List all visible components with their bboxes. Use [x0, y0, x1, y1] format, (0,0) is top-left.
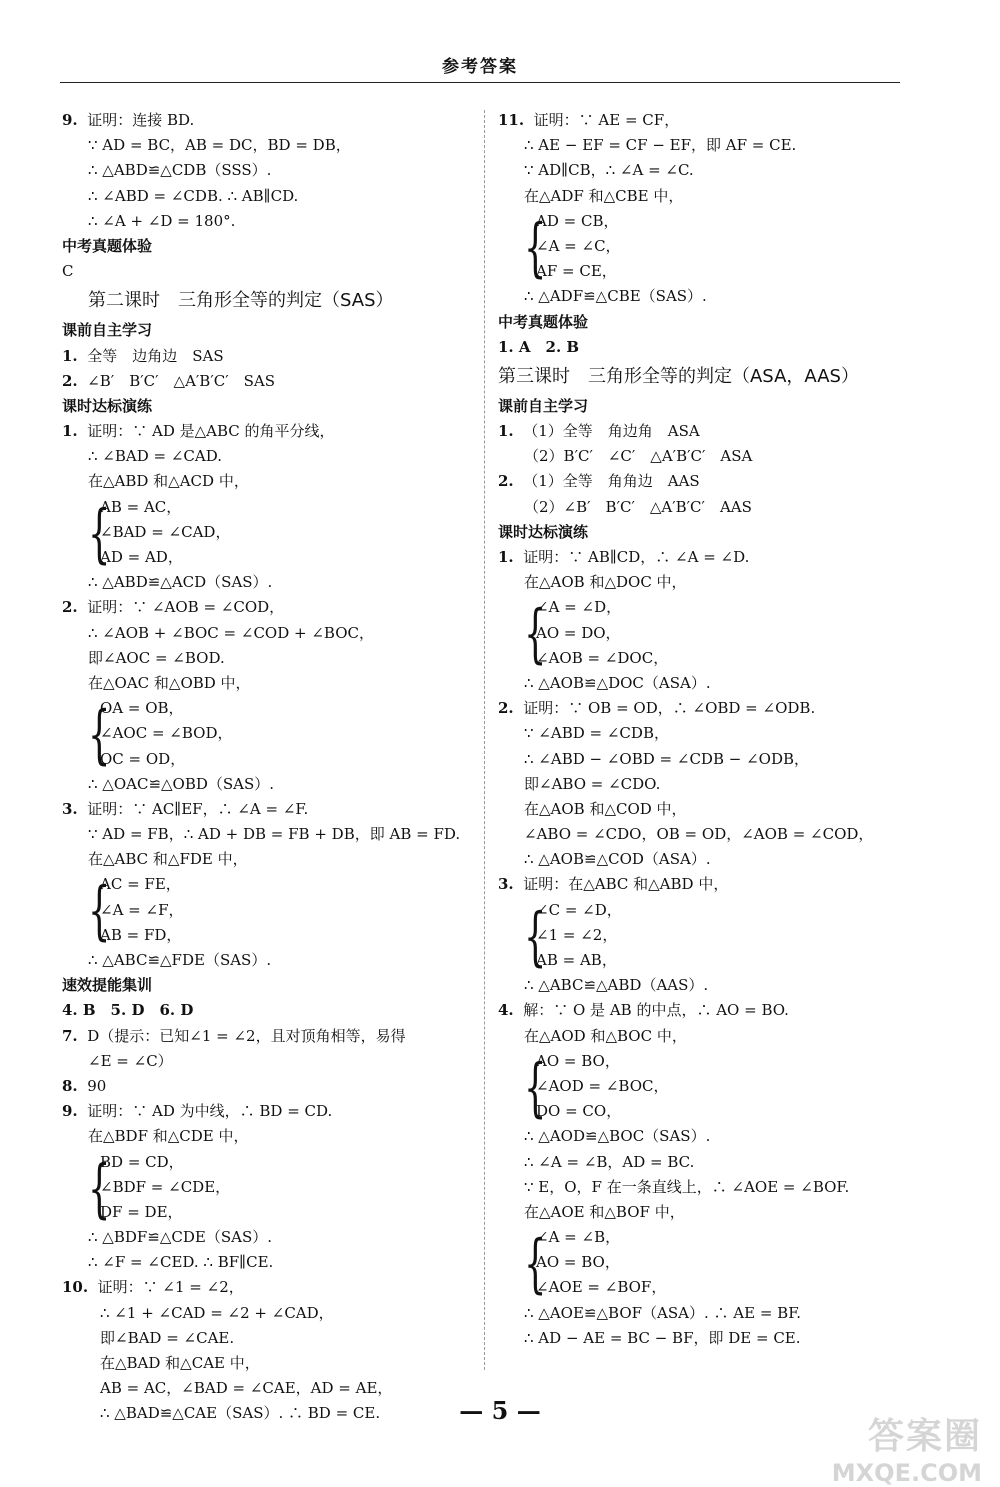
answer-line: AB = AC，: [100, 497, 182, 516]
answer-line: ∵ AD∥CB，∴ ∠A = ∠C.: [524, 161, 694, 180]
section-heading: 课前自主学习: [498, 396, 589, 415]
section-heading: 课时达标演练: [62, 396, 153, 415]
answer-line: AD = CB，: [536, 211, 619, 230]
answer-line: 在△OAC 和△OBD 中，: [88, 673, 251, 692]
answer-line: （2）B′C′ ∠C′ △A′B′C′ ASA: [524, 447, 753, 466]
answer-line: 在△AOB 和△DOC 中，: [524, 573, 687, 592]
answer-line: AB = AB，: [536, 951, 617, 969]
answer-line: 1. 全等 边角边 SAS: [62, 346, 224, 365]
answer-line: AB = FD，: [100, 925, 182, 944]
equation-system: [498, 1049, 908, 1125]
answer-line: 即∠BAD = ∠CAE.: [100, 1328, 235, 1347]
answer-line: ∴ AE − EF = CF − EF，即 AF = CE.: [524, 136, 797, 155]
answer-line: OA = OB，: [100, 699, 184, 718]
answer-line: 8. 90: [62, 1076, 107, 1095]
answer-line: ∴ △AOD≌△BOC（SAS）.: [524, 1127, 711, 1146]
answer-line: 9. 证明：∵ AD 为中线，∴ BD = CD.: [62, 1102, 333, 1121]
answer-line: 3. 证明：∵ AC∥EF，∴ ∠A = ∠F.: [62, 799, 309, 818]
answer-line: AF = CE，: [536, 262, 617, 281]
answer-line: ∠AOE = ∠BOF，: [536, 1278, 667, 1297]
brace-icon: {: [524, 597, 547, 672]
answer-line: 11. 证明：∵ AE = CF，: [498, 111, 680, 129]
answer-line: ∴ △ABC≌△ABD（AAS）.: [524, 976, 709, 995]
equation-system: [62, 1150, 472, 1226]
answer-line: DF = DE，: [100, 1202, 183, 1221]
answer-line: ∠AOD = ∠BOC，: [536, 1076, 669, 1095]
answer-line: AC = FE，: [100, 875, 181, 894]
answer-line: 4. 解：∵ O 是 AB 的中点，∴ AO = BO.: [498, 1001, 789, 1020]
answer-line: 2. ∠B′ B′C′ △A′B′C′ SAS: [62, 371, 275, 390]
answer-line: AB = AC，∠BAD = ∠CAE，AD = AE，: [100, 1379, 393, 1398]
answer-line: ∴ ∠1 + ∠CAD = ∠2 + ∠CAD，: [100, 1303, 334, 1322]
answer-line: ∠BDF = ∠CDE，: [100, 1177, 231, 1196]
answer-line: （2）∠B′ B′C′ △A′B′C′ AAS: [524, 497, 752, 516]
answer-line: ∴ ∠AOB + ∠BOC = ∠COD + ∠BOC，: [88, 623, 375, 642]
answer-line: ∴ △ABD≌△ACD（SAS）.: [88, 573, 273, 592]
answer-line: 2. （1）全等 角角边 AAS: [498, 472, 700, 491]
answer-line: 1. （1）全等 角边角 ASA: [498, 422, 700, 441]
answer-line: ∴ AD − AE = BC − BF，即 DE = CE.: [524, 1328, 801, 1347]
answer-line: 2. 证明：∵ ∠AOB = ∠COD，: [62, 598, 285, 617]
watermark-bottom-text: MXQE.COM: [831, 1459, 982, 1487]
answer-line: ∴ △ABC≌△FDE（SAS）.: [88, 951, 272, 969]
brace-icon: {: [524, 1050, 547, 1125]
answer-line: 在△AOB 和△COD 中，: [524, 799, 687, 818]
answer-line: ∴ △ADF≌△CBE（SAS）.: [524, 287, 707, 306]
answer-line: ∠BAD = ∠CAD，: [100, 522, 231, 541]
answer-line: 在△AOD 和△BOC 中，: [524, 1026, 687, 1045]
left-column: [62, 108, 472, 1427]
answer-line: 7. D（提示：已知∠1 = ∠2，且对顶角相等，易得: [62, 1026, 406, 1045]
equation-system: [498, 898, 908, 974]
brace-icon: {: [88, 874, 111, 949]
answer-line: AD = AD，: [100, 548, 183, 566]
answer-line: ∵ AD = FB，∴ AD + DB = FB + DB，即 AB = FD.: [88, 825, 461, 844]
answer-line: ∠ABO = ∠CDO，OB = OD，∠AOB = ∠COD，: [524, 825, 874, 844]
answer-line: 1. A 2. B: [498, 337, 580, 356]
answer-line: 即∠ABO = ∠CDO.: [524, 774, 661, 793]
answer-line: ∴ ∠F = ∠CED. ∴ BF∥CE.: [88, 1253, 274, 1272]
answer-line: ∴ ∠ABD = ∠CDB. ∴ AB∥CD.: [88, 186, 299, 205]
answer-line: 在△ABC 和△FDE 中，: [88, 850, 248, 869]
answer-line: ∠E = ∠C）: [88, 1051, 173, 1070]
brace-icon: {: [88, 496, 111, 571]
section-heading: 速效提能集训: [62, 976, 153, 995]
answer-line: ∴ ∠BAD = ∠CAD.: [88, 447, 223, 466]
answer-line: 3. 证明：在△ABC 和△ABD 中，: [498, 875, 729, 894]
page-number: — 5 —: [459, 1396, 541, 1425]
answer-line: ∠AOC = ∠BOD，: [100, 724, 233, 743]
equation-system: [62, 495, 472, 571]
answer-line: 2. 证明：∵ OB = OD，∴ ∠OBD = ∠ODB.: [498, 699, 816, 718]
brace-icon: {: [88, 1151, 111, 1226]
answer-line: ∴ △BDF≌△CDE（SAS）.: [88, 1228, 273, 1247]
answer-line: 1. 证明：∵ AB∥CD，∴ ∠A = ∠D.: [498, 548, 750, 566]
section-heading: 中考真题体验: [498, 312, 589, 331]
column-divider: [484, 110, 485, 1370]
equation-system: [498, 1225, 908, 1301]
answer-line: ∴ △BAD≌△CAE（SAS）. ∴ BD = CE.: [100, 1404, 381, 1423]
answer-line: ∠1 = ∠2，: [536, 925, 618, 944]
answer-line: ∵ AD = BC，AB = DC，BD = DB，: [88, 136, 351, 155]
answer-line: ∠C = ∠D，: [536, 900, 622, 919]
answer-line: OC = OD，: [100, 749, 186, 768]
answer-line: 4. B 5. D 6. D: [62, 1001, 194, 1020]
answer-line: ∠A = ∠C，: [536, 236, 621, 255]
answer-line: 1. 证明：∵ AD 是△ABC 的角平分线，: [62, 422, 335, 441]
answer-line: ∠A = ∠F，: [100, 900, 184, 919]
answer-line: ∴ △AOE≌△BOF（ASA）. ∴ AE = BF.: [524, 1303, 802, 1322]
answer-line: 在△BAD 和△CAE 中，: [100, 1354, 260, 1372]
answer-line: ∴ ∠A + ∠D = 180°.: [88, 211, 236, 230]
equation-system: [498, 595, 908, 671]
brace-icon: {: [524, 899, 547, 974]
answer-line: ∵ E，O，F 在一条直线上，∴ ∠AOE = ∠BOF.: [524, 1177, 850, 1196]
header-rule: [60, 82, 900, 83]
answer-line: 在△ADF 和△CBE 中，: [524, 186, 684, 205]
answer-line: 在△AOE 和△BOF 中，: [524, 1202, 685, 1221]
answer-line: BD = CD，: [100, 1152, 184, 1171]
watermark-logo: [812, 1408, 982, 1487]
equation-system: [62, 872, 472, 948]
brace-icon: {: [524, 1227, 547, 1302]
section-heading: 课时达标演练: [498, 522, 589, 541]
answer-line: AO = DO，: [536, 623, 621, 642]
equation-system: [62, 696, 472, 772]
equation-system: [498, 209, 908, 285]
answer-line: AO = BO，: [536, 1253, 620, 1272]
brace-icon: {: [88, 698, 111, 773]
section-heading: 中考真题体验: [62, 236, 153, 255]
lesson-title: 第三课时 三角形全等的判定（ASA，AAS）: [498, 365, 859, 387]
answer-line: 10. 证明：∵ ∠1 = ∠2，: [62, 1278, 244, 1297]
answer-line: 在△BDF 和△CDE 中，: [88, 1127, 249, 1146]
right-column: [498, 108, 908, 1351]
answer-line: ∠A = ∠B，: [536, 1228, 621, 1247]
answer-line: DO = CO，: [536, 1102, 622, 1121]
answer-line: ∴ ∠ABD − ∠OBD = ∠CDB − ∠ODB，: [524, 749, 810, 768]
answer-line: 即∠AOC = ∠BOD.: [88, 648, 225, 667]
answer-line: C: [62, 262, 74, 281]
answer-line: ∠AOB = ∠DOC，: [536, 648, 669, 667]
answer-line: ∴ △AOB≌△COD（ASA）.: [524, 850, 711, 869]
answer-line: 9. 证明：连接 BD.: [62, 111, 195, 129]
lesson-title: 第二课时 三角形全等的判定（SAS）: [88, 290, 394, 312]
answer-line: AO = BO，: [536, 1051, 620, 1070]
page-header-title: 参考答案: [442, 57, 518, 77]
answer-line: 在△ABD 和△ACD 中，: [88, 472, 249, 491]
answer-line: ∴ △ABD≌△CDB（SSS）.: [88, 161, 272, 180]
answer-line: ∵ ∠ABD = ∠CDB，: [524, 724, 669, 743]
section-heading: 课前自主学习: [62, 321, 153, 340]
brace-icon: {: [524, 210, 547, 285]
answer-line: ∴ ∠A = ∠B，AD = BC.: [524, 1152, 695, 1171]
answer-line: ∠A = ∠D，: [536, 598, 622, 617]
answer-line: ∴ △OAC≌△OBD（SAS）.: [88, 774, 275, 793]
answer-line: ∴ △AOB≌△DOC（ASA）.: [524, 673, 711, 692]
watermark-top-text: 答案圈: [867, 1416, 982, 1457]
